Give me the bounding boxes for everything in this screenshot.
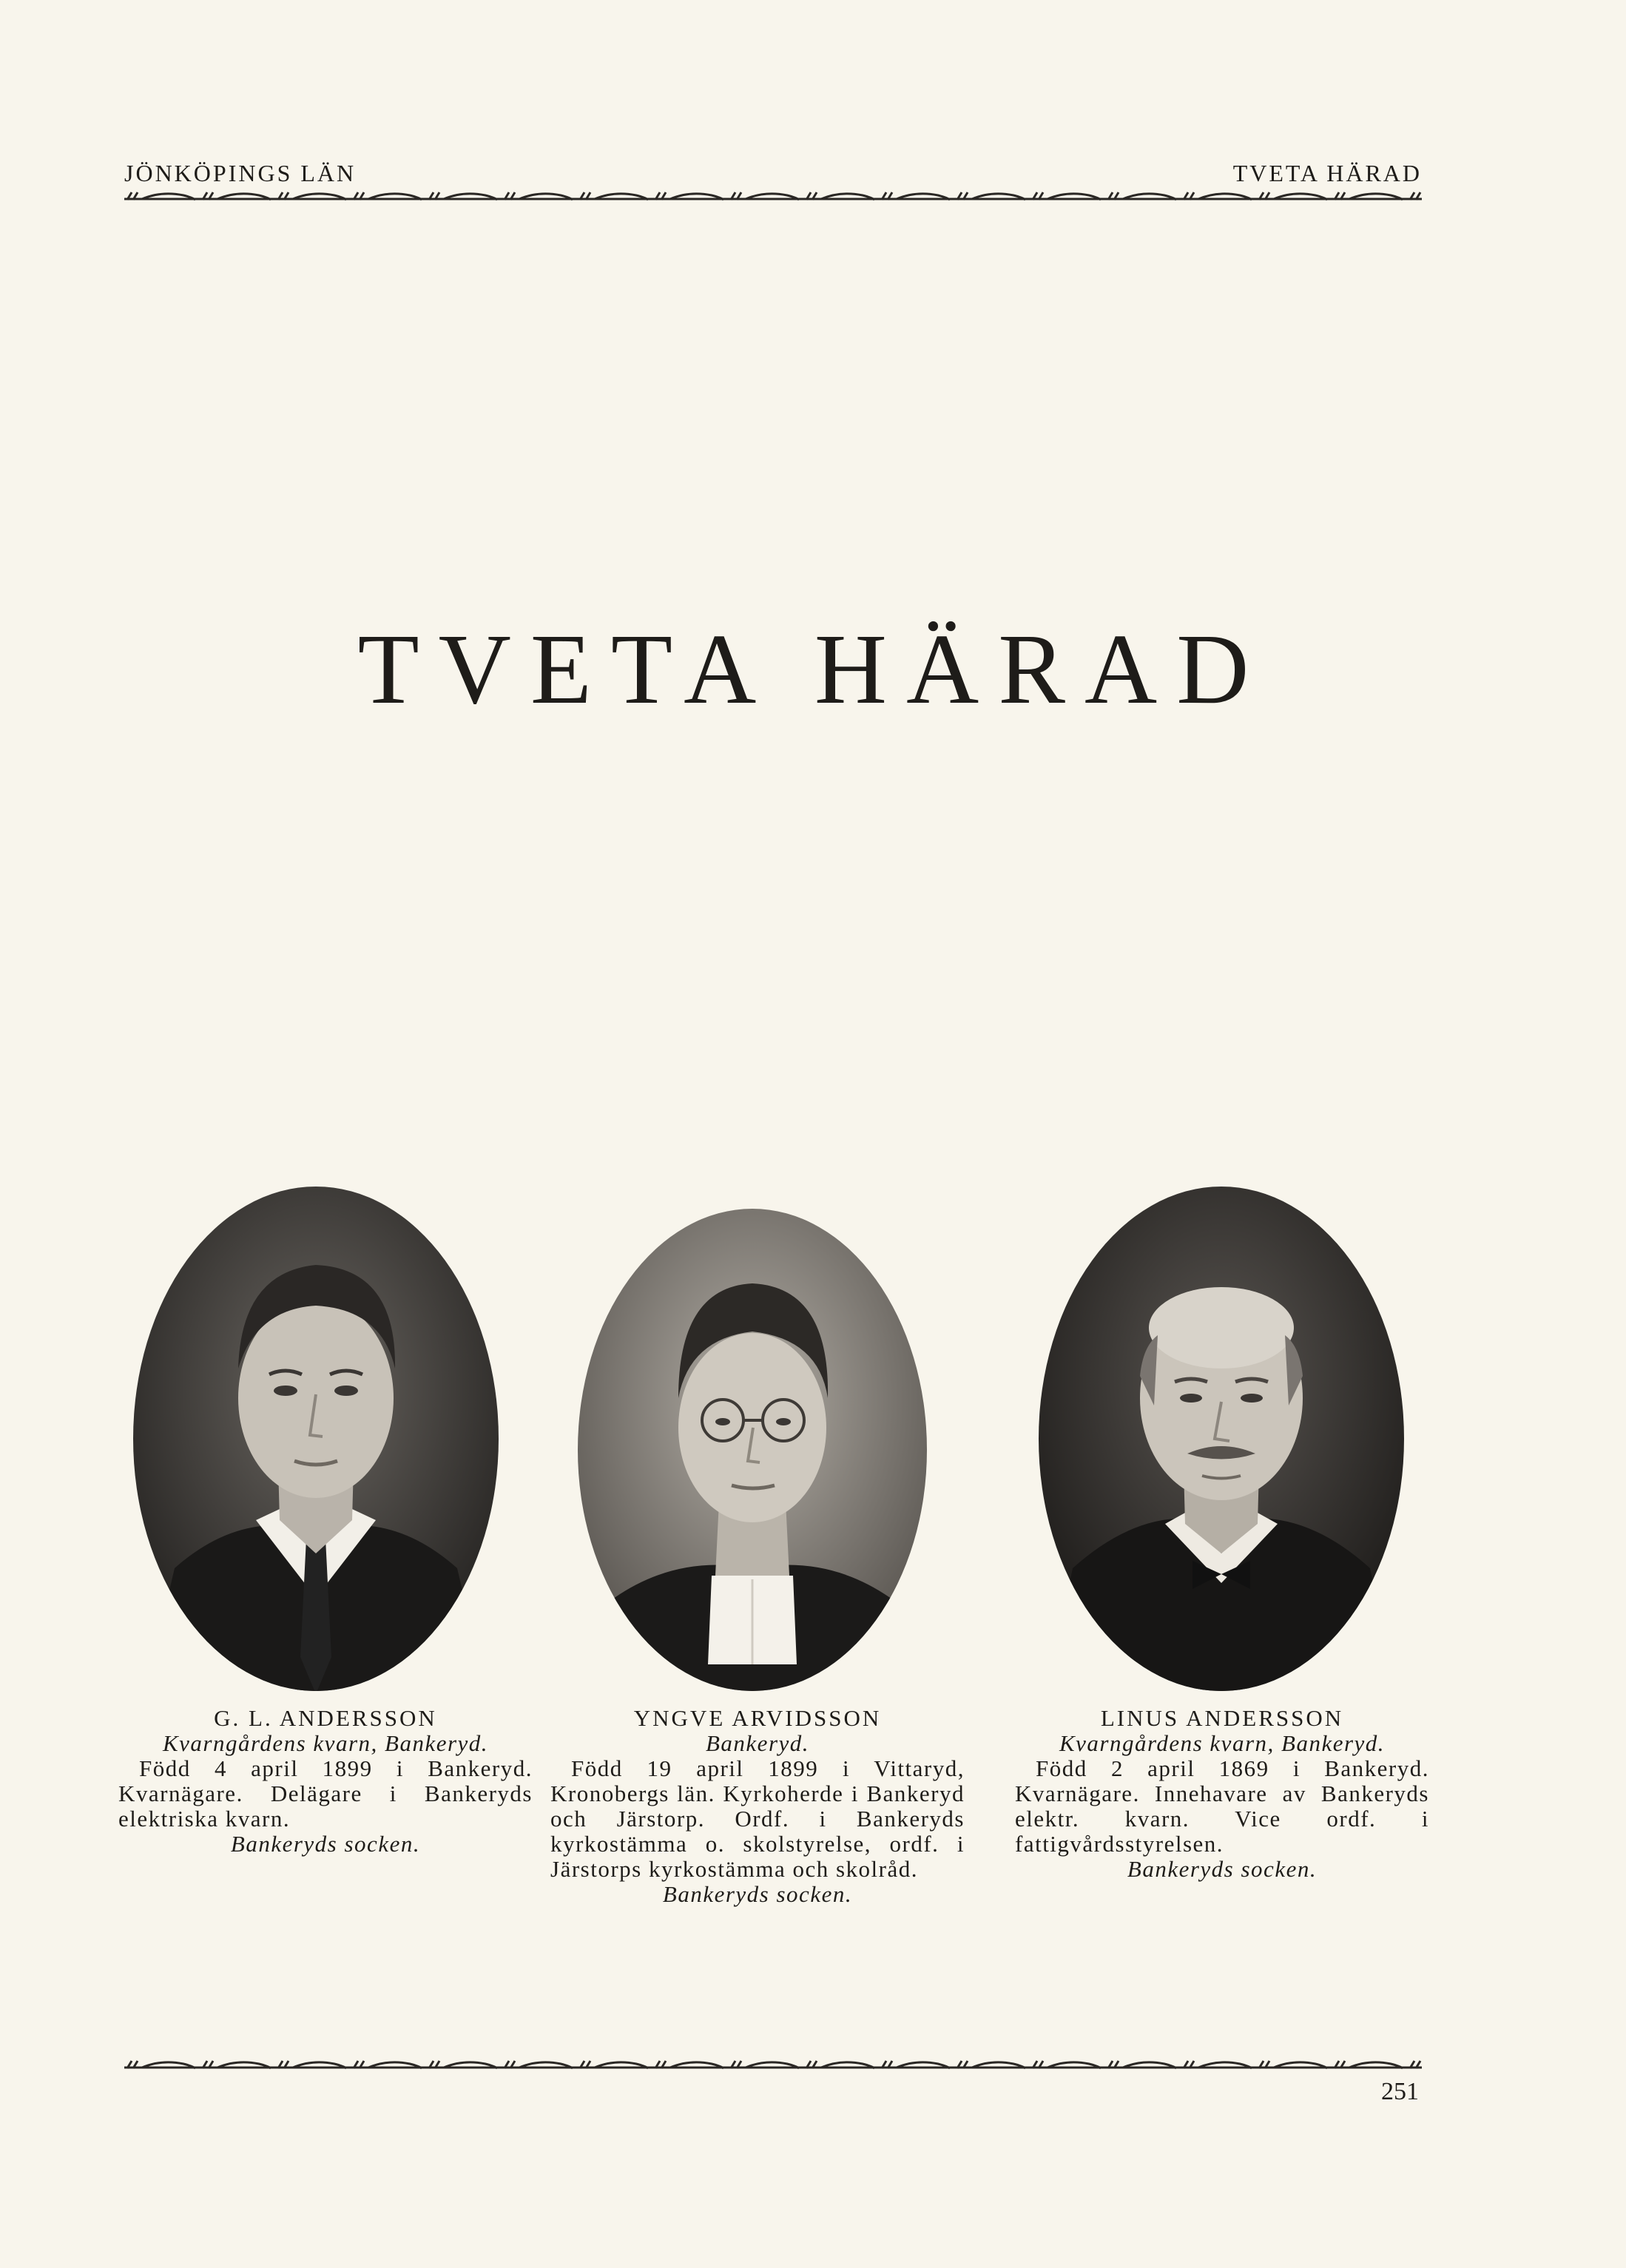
portrait-photo (1036, 1184, 1407, 1694)
bottom-ornament-rule (124, 2059, 1422, 2071)
person-residence: Kvarngårdens kvarn, Bankeryd. (1059, 1730, 1386, 1756)
person-parish: Bankeryds socken. (662, 1881, 853, 1907)
header-county: JÖNKÖPINGS LÄN (124, 160, 357, 186)
person-name: LINUS ANDERSSON (1100, 1705, 1344, 1731)
portrait-photo (575, 1206, 930, 1694)
running-header (124, 158, 1422, 188)
person-parish: Bankeryds socken. (1127, 1856, 1318, 1882)
header-district: TVETA HÄRAD (1232, 160, 1422, 186)
caption-person-2 (550, 1706, 965, 1907)
portrait-photo (130, 1184, 502, 1694)
person-biography: Född 19 april 1899 i Vittaryd, Kronobergs län. Kyrkoherde i Bankeryd och Järstorp. Ordf. i Bankeryds kyrkostämma o. skolstyrelse, ordf. i Järstorps kyrkostämma och skolråd. (550, 1755, 965, 1882)
top-ornament-rule (124, 191, 1422, 203)
person-biography: Född 2 april 1869 i Bankeryd. Kvarnägare. Innehavare av Bankeryds elektr. kvarn. Vice ordf. i fattigvårdsstyrelsen. (1015, 1755, 1429, 1857)
person-residence: Kvarngårdens kvarn, Bankeryd. (162, 1730, 489, 1756)
person-parish: Bankeryds socken. (230, 1831, 421, 1857)
person-residence: Bankeryd. (705, 1730, 810, 1756)
person-name: YNGVE ARVIDSSON (633, 1705, 882, 1731)
page-title: TVETA HÄRAD (357, 614, 1269, 725)
person-biography: Född 4 april 1899 i Bankeryd. Kvarnägare. Delägare i Bankeryds elektriska kvarn. (118, 1755, 533, 1832)
person-name: G. L. ANDERSSON (214, 1705, 437, 1731)
caption-person-3 (1015, 1706, 1429, 1882)
caption-person-1 (118, 1706, 533, 1857)
page-number: 251 (1381, 2078, 1419, 2105)
